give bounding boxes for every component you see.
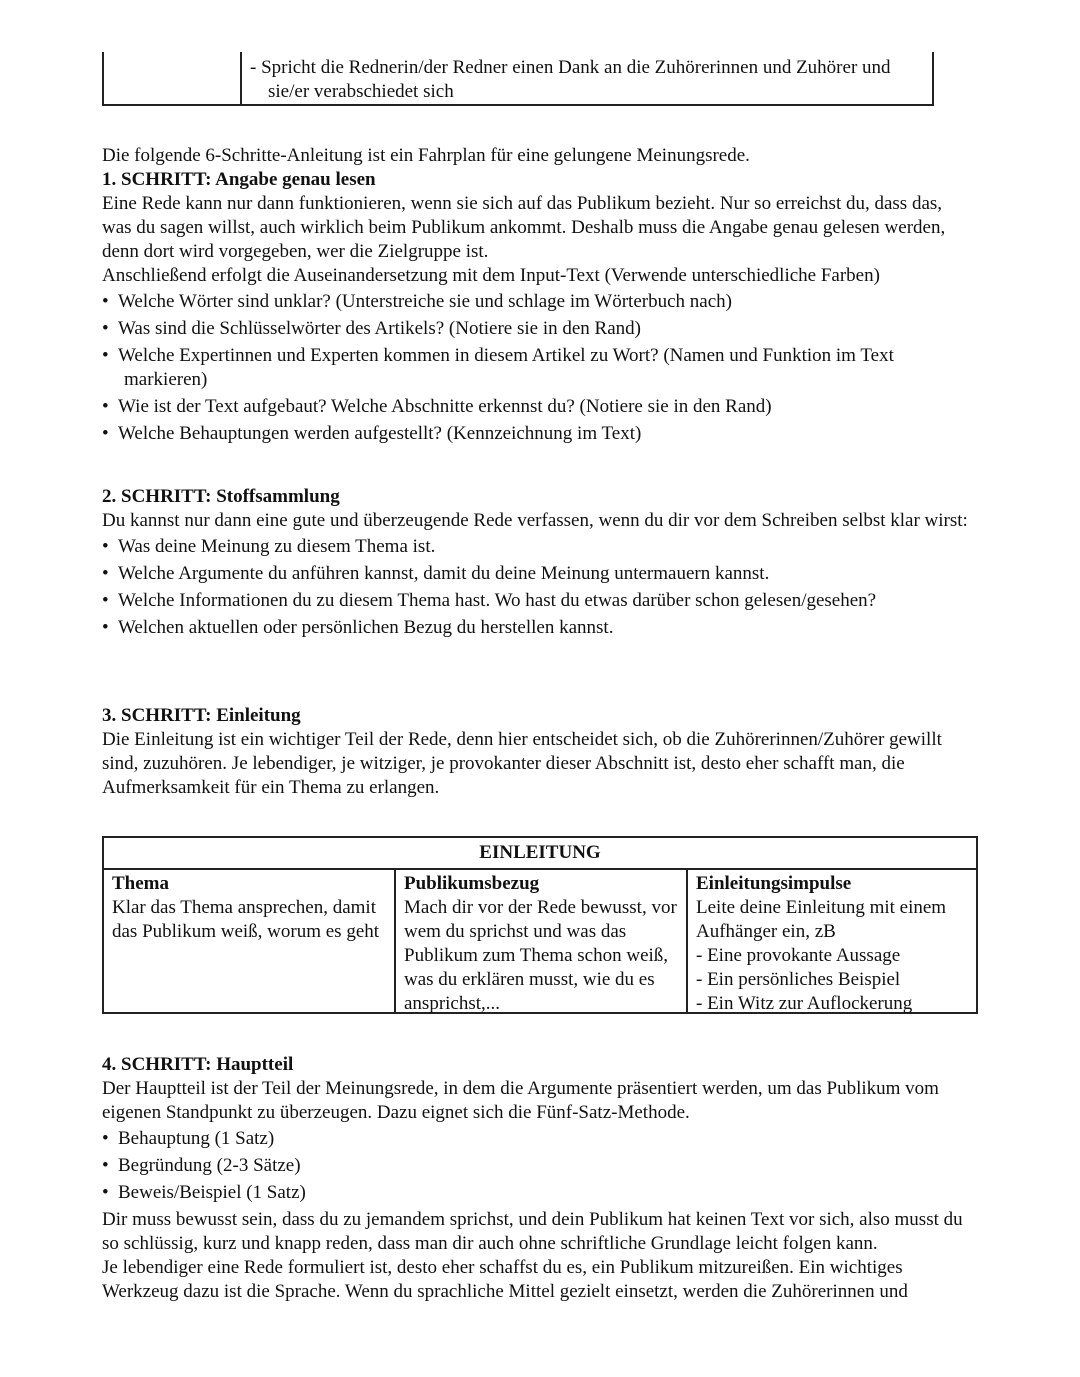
list-item: • Welche Expertinnen und Experten kommen in diesem Artikel zu Wort? (Namen und Funktion im Text markieren) [102,344,972,392]
table-divider [240,52,242,104]
list-item: • Begründung (2-3 Sätze) [102,1154,972,1178]
intro-text: Die folgende 6-Schritte-Anleitung ist ein Fahrplan für eine gelungene Meinungsrede. [102,145,750,166]
step3-paragraph: Die Einleitung ist ein wichtiger Teil der Rede, denn hier entscheidet sich, ob die Zuhörerinnen/Zuhörer gewillt sind, zuzuhören. Je lebendiger, je witziger, je provokanter dieser Abschnitt ist, desto eher schafft man, die Aufmerksamkeit für ein Thema zu erlangen. [102,729,942,798]
step2-list [102,535,972,640]
step4-paragraph: Der Hauptteil ist der Teil der Meinungsrede, in dem die Argumente präsentiert werden, um das Publikum vom eigenen Standpunkt zu überzeugen. Dazu eignet sich die Fünf-Satz-Methode. [102,1078,939,1123]
list-item: • Was sind die Schlüsselwörter des Artikels? (Notiere sie in den Rand) [102,317,972,341]
einleitung-table [102,836,978,1014]
step4-paragraph: Je lebendiger eine Rede formuliert ist, desto eher schaffst du es, ein Publikum mitzureißen. Ein wichtiges Werkzeug dazu ist die Sprache. Wenn du sprachliche Mittel gezielt einsetzt, werden die Zuhörerinnen und [102,1257,908,1302]
list-item: • Was deine Meinung zu diesem Thema ist. [102,535,972,559]
list-item: • Welchen aktuellen oder persönlichen Bezug du herstellen kannst. [102,616,972,640]
step4-list [102,1127,972,1205]
table-column-publikumsbezug [396,870,688,1014]
step2-paragraph: Du kannst nur dann eine gute und überzeugende Rede verfassen, wenn du dir vor dem Schreiben selbst klar wirst: [102,510,968,531]
table-header: EINLEITUNG [104,838,976,870]
impulse-item: - Eine provokante Aussage [696,945,901,966]
impulse-item: - Ein Witz zur Auflockerung [696,993,913,1014]
table-line: sie/er verabschiedet sich [268,81,454,102]
step1-section [102,144,972,449]
impulse-item: - Ein persönliches Beispiel [696,969,901,990]
step1-title: 1. SCHRITT: Angabe genau lesen [102,169,376,190]
table-column-einleitungsimpulse [688,870,976,1014]
step4-paragraph: Dir muss bewusst sein, dass du zu jemandem sprichst, und dein Publikum hat keinen Text vor sich, also musst du so schlüssig, kurz und knapp reden, dass man dir auch ohne schriftliche Grundlage leicht folgen kann. [102,1209,963,1254]
table-column-thema [104,870,396,1014]
step3-section [102,704,972,800]
column-text: Leite deine Einleitung mit einem Aufhänger ein, zB [696,897,947,942]
column-title: Publikumsbezug [404,873,540,894]
step1-paragraph: Eine Rede kann nur dann funktionieren, wenn sie sich auf das Publikum bezieht. Nur so erreichst du, dass das, was du sagen willst, auch wirklich beim Publikum ankommt. Deshalb muss die Angabe genau gelesen werden, denn dort wird vorgegeben, wer die Zielgruppe ist. [102,193,946,262]
column-title: Einleitungsimpulse [696,873,852,894]
column-text: Mach dir vor der Rede bewusst, vor wem du sprichst und was das Publikum zum Thema schon weiß, was du erklären musst, wie du es ansprichst,... [404,897,677,1014]
list-item: • Wie ist der Text aufgebaut? Welche Abschnitte erkennst du? (Notiere sie in den Rand) [102,395,972,419]
table-line: - Spricht die Rednerin/der Redner einen Dank an die Zuhörerinnen und Zuhörer und [250,57,891,78]
list-item: • Behauptung (1 Satz) [102,1127,972,1151]
step1-paragraph: Anschließend erfolgt die Auseinandersetzung mit dem Input-Text (Verwende unterschiedliche Farben) [102,265,880,286]
list-item: • Welche Behauptungen werden aufgestellt? (Kennzeichnung im Text) [102,422,972,446]
step2-section [102,485,972,643]
column-text: Klar das Thema ansprechen, damit das Publikum weiß, worum es geht [112,897,380,942]
step3-title: 3. SCHRITT: Einleitung [102,705,301,726]
list-item: • Beweis/Beispiel (1 Satz) [102,1181,972,1205]
step4-section [102,1053,972,1304]
step2-title: 2. SCHRITT: Stoffsammlung [102,486,340,507]
table-cell [250,56,930,104]
step1-list [102,290,972,446]
column-title: Thema [112,873,169,894]
list-item: • Welche Argumente du anführen kannst, damit du deine Meinung untermauern kannst. [102,562,972,586]
list-item: • Welche Informationen du zu diesem Thema hast. Wo hast du etwas darüber schon gelesen/gesehen? [102,589,972,613]
list-item: • Welche Wörter sind unklar? (Unterstreiche sie und schlage im Wörterbuch nach) [102,290,972,314]
continued-table [102,52,934,106]
step4-title: 4. SCHRITT: Hauptteil [102,1054,294,1075]
